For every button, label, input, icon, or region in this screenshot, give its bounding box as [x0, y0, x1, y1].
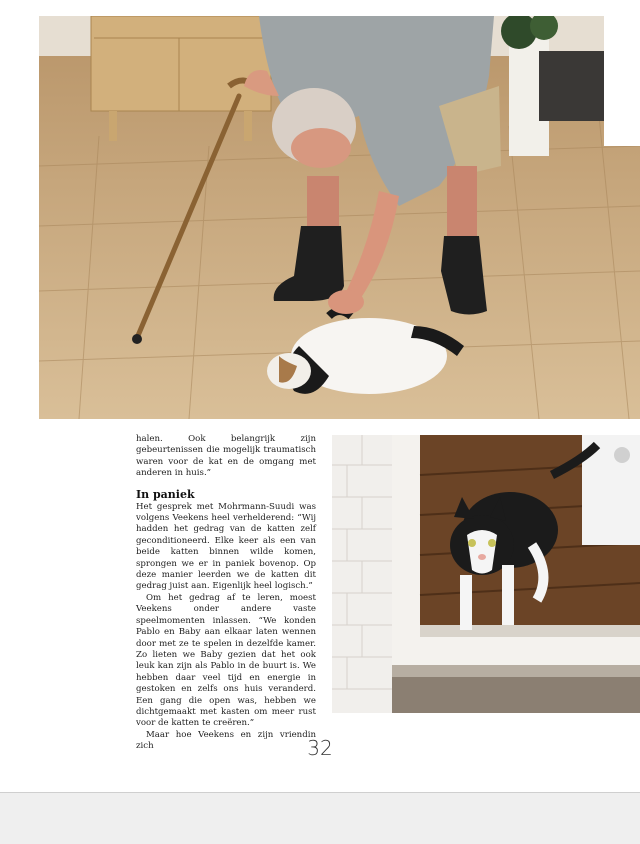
man-with-cane-and-cat-illustration [39, 16, 640, 419]
photo-man-petting-cat [39, 16, 640, 419]
article-paragraph: halen. Ook belangrijk zijn gebeurtenissen die mogelijk traumatisch waren voor de kat en de omgang met anderen in huis.” [136, 434, 316, 479]
page-number: 32 [307, 736, 333, 760]
article-text-column [136, 434, 316, 753]
article-paragraph: Het gesprek met Mohrmann-Suudi was volgens Veekens heel verhelderend: “Wij hadden het gedrag van de katten zelf geconditioneerd. Elke keer als een van beide katten binnen wilde komen, sprongen we er in paniek bovenop. Op deze manier leerden we de katten dit gedrag juist aan. Eigenlijk heel logisch.” [136, 501, 316, 592]
section-heading: In paniek [136, 487, 195, 501]
cat-entering-door-illustration [332, 435, 640, 713]
article-paragraph: Om het gedrag af te leren, moest Veekens onder andere vaste speelmomenten inlassen. “We konden Pablo en Baby aan elkaar laten wennen door met ze te spelen in dezelfde kamer. Zo lieten we Baby gezien dat het ook leuk kan zijn als Pablo in de buurt is. We hebben daar veel tijd en energie in gestoken en zelfs ons huis veranderd. Een gang die open was, hebben we dichtgemaakt met kasten om meer rust voor de katten te creëren.” [136, 592, 316, 729]
article-paragraph: Maar hoe Veekens en zijn vriendin zich [136, 729, 316, 752]
photo-cat-in-doorway [332, 435, 640, 713]
